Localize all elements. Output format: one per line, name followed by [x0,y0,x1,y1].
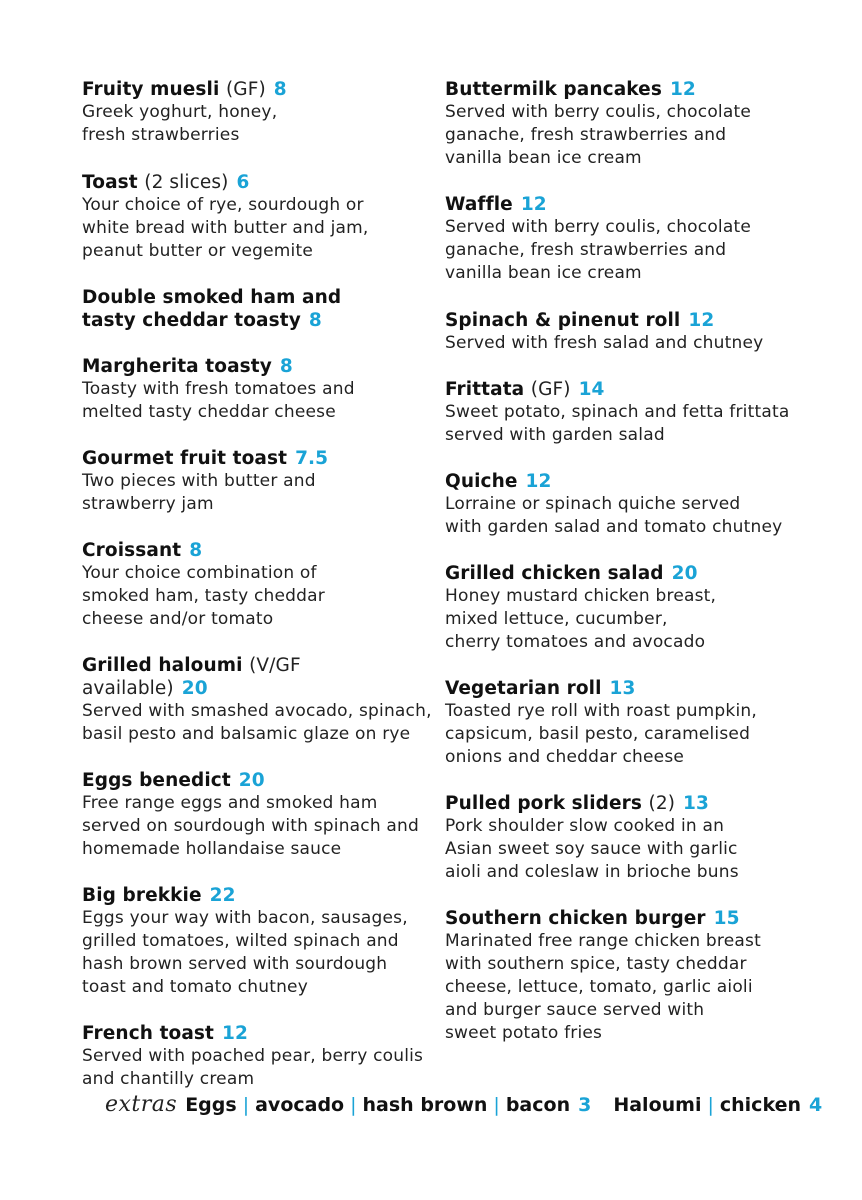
extra-item: chicken [719,1094,801,1116]
menu-item-description-line: Lorraine or spinach quiche served [445,494,741,514]
menu-item-description-line: onions and cheddar cheese [445,747,685,767]
menu-item-description-line: smoked ham, tasty cheddar [82,586,325,606]
menu-item-description-line: Asian sweet soy sauce with garlic [445,839,738,859]
menu-item-title [82,539,432,562]
menu-item-description-line: toast and tomato chutney [82,977,308,997]
menu-item-name: Eggs benedict [82,770,231,791]
menu-item-description-line: served on sourdough with spinach and [82,816,419,836]
menu-item-name: Big brekkie [82,885,202,906]
menu-item [445,677,805,769]
menu-item-price: 12 [688,310,715,331]
menu-item-note: (2 slices) [144,172,229,193]
separator-bar: | [493,1094,500,1116]
menu-item-price: 12 [520,194,547,215]
menu-item-description-line: and burger sauce served with [445,1000,705,1020]
menu-item-title [82,1022,432,1045]
menu-item-name: Grilled chicken salad [445,563,664,584]
extra-price: 4 [808,1094,823,1116]
menu-item-price: 8 [279,356,293,377]
extra-item: Eggs [185,1094,237,1116]
menu-item-description-line: served with garden salad [445,425,665,445]
menu-item-price: 14 [578,379,605,400]
menu-item [82,78,432,147]
menu-item [82,355,432,424]
menu-item-title [445,562,805,585]
menu-item-price: 13 [609,678,636,699]
menu-item-name: Waffle [445,194,513,215]
menu-item-price: 12 [669,79,696,100]
menu-item-title [445,378,805,401]
menu-item-description-line: with southern spice, tasty cheddar [445,954,747,974]
extra-item: hash brown [362,1094,488,1116]
extra-item: Haloumi [613,1094,702,1116]
menu-item-title [445,792,805,815]
menu-item-name: Gourmet fruit toast [82,448,288,469]
menu-item [445,470,805,539]
menu-item-title [82,884,432,907]
menu-item-title [82,171,432,194]
menu-item-description-line: vanilla bean ice cream [445,148,642,168]
menu-item-price: 15 [713,908,740,929]
menu-item-title [445,470,805,493]
menu-item-name: Margherita toasty [82,356,272,377]
menu-item [82,539,432,631]
menu-item-description-line: with garden salad and tomato chutney [445,517,783,537]
menu-item-description-line: aioli and coleslaw in brioche buns [445,862,739,882]
menu-item-description-line: homemade hollandaise sauce [82,839,342,859]
menu-item-price: 6 [236,172,250,193]
menu-item-description-line: Two pieces with butter and [82,471,316,491]
extras-label: extras [105,1092,178,1117]
menu-item-description-line: ganache, fresh strawberries and [445,125,727,145]
menu-item-description-line: and chantilly cream [82,1069,255,1089]
menu-item [445,907,805,1045]
menu-item-note: (2) [648,793,676,814]
menu-item-name-line2: tasty cheddar toasty [82,310,301,331]
menu-item-description-line: Pork shoulder slow cooked in an [445,816,725,836]
menu-item [445,78,805,170]
menu-item-price: 7.5 [295,448,329,469]
menu-item-title [82,447,432,470]
menu-item-price: 13 [683,793,709,814]
menu-item-description-line: Served with berry coulis, chocolate [445,217,751,237]
menu-item-description-line: white bread with butter and jam, [82,218,369,238]
menu-item-description-line: Eggs your way with bacon, sausages, [82,908,408,928]
menu-item-description-line: capsicum, basil pesto, caramelised [445,724,751,744]
menu-item-price: 22 [209,885,236,906]
menu-item-name: Frittata [445,379,525,400]
separator-bar: | [707,1094,714,1116]
menu-item-title [445,193,805,216]
menu-item-description-line: grilled tomatoes, wilted spinach and [82,931,399,951]
menu-item-description-line: vanilla bean ice cream [445,263,642,283]
menu-item [82,769,432,861]
menu-item-price: 20 [671,563,698,584]
menu-item-price: 8 [273,79,287,100]
menu-item-description-line: Served with fresh salad and chutney [445,333,764,353]
menu-item-description-line: Your choice combination of [82,563,317,583]
extras-line [105,1090,823,1120]
menu-item-price: 20 [181,678,208,699]
menu-item [445,193,805,285]
menu-item-name: Quiche [445,471,518,492]
menu-item-description-line: ganache, fresh strawberries and [445,240,727,260]
menu-item-description-line: Honey mustard chicken breast, [445,586,717,606]
menu-item-name: Southern chicken burger [445,908,706,929]
menu-item-price: 12 [525,471,552,492]
menu-item-name: Double smoked ham and [82,287,342,308]
separator-bar: | [350,1094,357,1116]
menu-item-title [445,907,805,930]
menu-item [445,562,805,654]
menu-item-name: Fruity muesli [82,79,220,100]
menu-item [82,447,432,516]
menu-item-description-line: sweet potato fries [445,1023,603,1043]
menu-item-name: Pulled pork sliders [445,793,642,814]
menu-item-title [82,355,432,378]
menu-item-description-line: cheese and/or tomato [82,609,274,629]
menu-item-description-line: fresh strawberries [82,125,240,145]
menu-item-note: (GF) [530,379,571,400]
menu-item-description-line: strawberry jam [82,494,214,514]
menu-item [82,654,432,746]
menu-item-price: 20 [238,770,265,791]
menu-item [82,1022,432,1091]
menu-item-description-line: Free range eggs and smoked ham [82,793,378,813]
menu-item [82,171,432,263]
menu-item-description-line: Greek yoghurt, honey, [82,102,278,122]
menu-item-description-line: Toasted rye roll with roast pumpkin, [445,701,757,721]
menu-item [445,378,805,447]
menu-item-price: 8 [189,540,203,561]
menu-item-name: Croissant [82,540,182,561]
menu-item-name: French toast [82,1023,214,1044]
right-menu-column [445,78,805,1045]
menu-item-title [82,286,432,332]
menu-item-description-line: hash brown served with sourdough [82,954,388,974]
menu-item-title [82,769,432,792]
menu-item-name: Grilled haloumi [82,655,243,676]
menu-item-description-line: mixed lettuce, cucumber, [445,609,668,629]
menu-item-note: (V/GF available) [82,655,301,699]
separator-bar: | [242,1094,250,1116]
menu-item-description-line: cherry tomatoes and avocado [445,632,706,652]
menu-item-title [82,78,432,101]
menu-item-description-line: Served with smashed avocado, spinach, [82,701,432,721]
left-menu-column [82,78,432,1091]
menu-item-description-line: Toasty with fresh tomatoes and [82,379,355,399]
menu-item-name: Vegetarian roll [445,678,602,699]
extra-item: avocado [255,1094,345,1116]
menu-item-description-line: basil pesto and balsamic glaze on rye [82,724,411,744]
menu-item-title [445,78,805,101]
menu-item-note: (GF) [225,79,266,100]
menu-item-description-line: cheese, lettuce, tomato, garlic aioli [445,977,753,997]
menu-item-name: Toast [82,172,138,193]
menu-item-description-line: Served with berry coulis, chocolate [445,102,751,122]
menu-item-description-line: Served with poached pear, berry coulis [82,1046,424,1066]
menu-item [445,792,805,884]
menu-item [445,309,805,355]
menu-item-price: 8 [308,310,322,331]
menu-item [82,286,432,332]
extra-item: bacon [505,1094,571,1116]
menu-item-price: 12 [221,1023,248,1044]
menu-item-title [445,677,805,700]
menu-item-description-line: peanut butter or vegemite [82,241,314,261]
menu-item-description-line: Sweet potato, spinach and fetta frittata [445,402,790,422]
extra-price: 3 [578,1094,592,1116]
menu-item-description-line: Marinated free range chicken breast [445,931,761,951]
menu-item-title [445,309,805,332]
menu-item [82,884,432,999]
menu-item-name: Buttermilk pancakes [445,79,662,100]
menu-item-name: Spinach & pinenut roll [445,310,681,331]
menu-item-description-line: melted tasty cheddar cheese [82,402,336,422]
menu-item-description-line: Your choice of rye, sourdough or [82,195,364,215]
menu-item-title [82,654,432,700]
